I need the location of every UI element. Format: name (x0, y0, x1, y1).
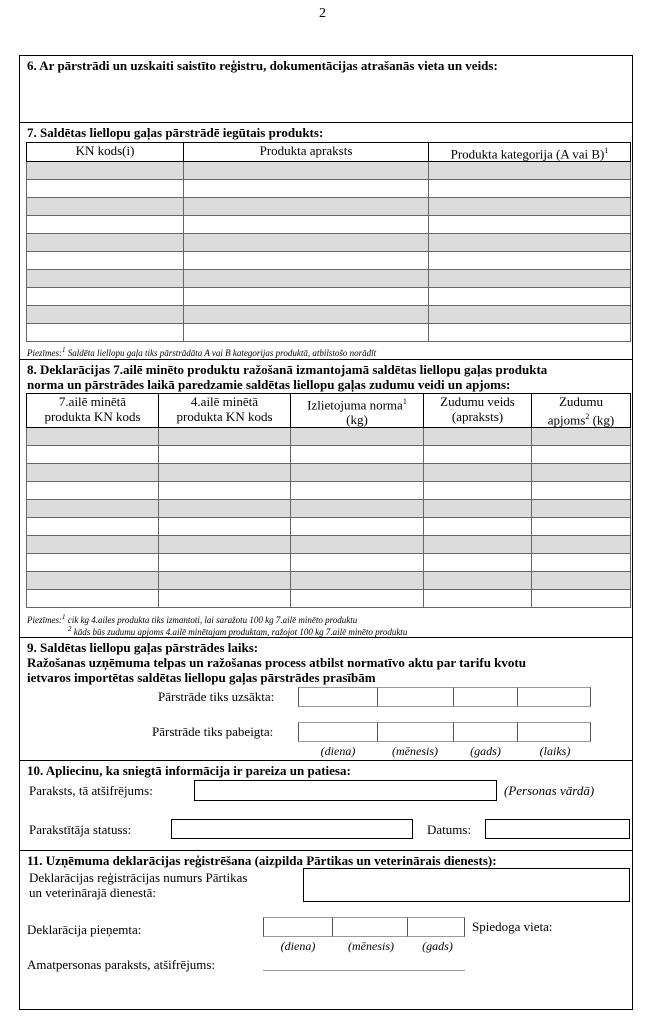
table-row (27, 252, 631, 270)
caption-time: (laiks) (539, 744, 571, 758)
header-line: 4.ailē minētā (190, 394, 259, 409)
section-9 (20, 638, 632, 761)
footnote-text: Saldēta liellopu gaļa tiks pārstrādāta A vai B kategorijas produktā, atbilstošo norādīt (65, 348, 377, 358)
processing-start-label: Pārstrāde tiks uzsākta: (158, 689, 275, 704)
caption-year: (gads) (470, 744, 501, 758)
registration-number-label-line2: un veterinārajā dienestā: (29, 885, 157, 900)
header-line: Zudumu veids (440, 394, 515, 409)
header-line: Izlietojuma norma (307, 397, 403, 413)
signature-field[interactable] (194, 780, 497, 801)
person-name-caption: (Personas vārdā) (504, 783, 595, 798)
column-header-usage-norm (291, 394, 424, 428)
registration-number-label (29, 870, 247, 900)
header-line: 7.ailē minētā (58, 394, 127, 409)
date-label: Datums: (427, 822, 472, 837)
column-header-product-category-label: Produkta kategorija (A vai B) (450, 146, 605, 162)
section-8-title-line1: 8. Deklarācijas 7.ailē minēto produktu ražošanā izmantojamā saldētas liellopu gaļas produkta (27, 362, 548, 377)
section-10-title: 10. Apliecinu, ka sniegtā informācija ir pareiza un patiesa: (27, 763, 351, 778)
signature-label: Paraksts, tā atšifrējums: (29, 783, 153, 798)
official-signature-field[interactable] (263, 953, 465, 971)
start-time-field[interactable] (518, 687, 591, 707)
table-row (27, 180, 631, 198)
start-month-field[interactable] (378, 687, 453, 707)
table-row (27, 306, 631, 324)
accepted-year-field[interactable] (408, 917, 465, 937)
header-line: produkta KN kods (44, 409, 141, 424)
registration-number-field[interactable] (303, 868, 630, 902)
footnote-marker: 2 (68, 625, 72, 633)
date-field[interactable] (485, 819, 630, 839)
header-line: apjoms (547, 412, 586, 428)
table-row (27, 270, 631, 288)
column-header-loss-type (424, 394, 532, 428)
section-8 (20, 360, 632, 638)
norms-table (26, 393, 631, 608)
footnote-marker: 1 (62, 346, 66, 354)
table-row (27, 554, 631, 572)
page-number: 2 (319, 6, 326, 21)
header-line: produkta KN kods (176, 409, 273, 424)
table-row (27, 216, 631, 234)
caption-year: (gads) (422, 939, 453, 953)
column-header-output-kn-code (27, 394, 159, 428)
table-row (27, 500, 631, 518)
accepted-day-field[interactable] (263, 917, 333, 937)
section-9-title-text: 9. Saldētas liellopu gaļas pārstrādes laiks: (27, 640, 259, 655)
end-month-field[interactable] (378, 722, 453, 742)
end-time-field[interactable] (518, 722, 591, 742)
section-10 (20, 761, 632, 851)
section-6-title: 6. Ar pārstrādi un uzskaiti saistīto reģistru, dokumentācijas atrašanās vieta un veids: (27, 58, 498, 73)
caption-day: (diena) (280, 939, 316, 953)
start-year-field[interactable] (453, 687, 518, 707)
footnote-marker: 1 (604, 146, 609, 155)
column-header-kn-code: KN kods(i) (27, 143, 184, 162)
footnote-marker: 1 (62, 613, 66, 621)
table-row (27, 590, 631, 608)
footnote-text: kāds būs zudumu apjoms 4.ailē minētajam produktam, ražojot 100 kg 7.ailē minēto produktu (71, 627, 408, 637)
section-9-title (27, 640, 526, 685)
table-row (27, 518, 631, 536)
column-header-loss-amount (532, 394, 631, 428)
table-row (27, 324, 631, 342)
footnote-marker: 1 (402, 397, 407, 406)
stamp-place-label: Spiedoga vieta: (472, 919, 553, 934)
section-7-footnote (27, 345, 376, 359)
column-header-product-category (429, 143, 631, 162)
section-7-title: 7. Saldētas liellopu gaļas pārstrādē iegūtais produkts: (27, 125, 324, 140)
end-day-field[interactable] (298, 722, 378, 742)
footnote-prefix: Piezīmes: (27, 348, 62, 358)
table-row (27, 572, 631, 590)
section-9-statement-line2: ietvaros importētas saldētas liellopu gaļas pārstrādes prasībām (27, 670, 376, 685)
section-8-footnote-2 (68, 624, 407, 638)
end-year-field[interactable] (453, 722, 518, 742)
footnote-marker: 2 (585, 412, 590, 421)
products-table (26, 142, 631, 342)
header-line: Zudumu (558, 394, 604, 409)
caption-month: (mēnesis) (348, 939, 394, 953)
section-9-statement-line1: Ražošanas uzņēmuma telpas un ražošanas process atbilst normatīvo aktu par tarifu kvotu (27, 655, 526, 670)
section-6 (20, 56, 632, 123)
header-line: (apraksts) (451, 409, 504, 424)
caption-month: (mēnesis) (392, 744, 438, 758)
table-row (27, 482, 631, 500)
table-row (27, 288, 631, 306)
accepted-month-field[interactable] (333, 917, 408, 937)
table-row (27, 198, 631, 216)
table-row (27, 428, 631, 446)
section-8-title (27, 362, 547, 392)
signatory-status-label: Parakstītāja statuss: (29, 822, 132, 837)
processing-end-label: Pārstrāde tiks pabeigta: (152, 724, 274, 739)
registration-number-label-line1: Deklarācijas reģistrācijas numurs Pārtikas (29, 870, 248, 885)
column-header-input-kn-code (159, 394, 291, 428)
header-line: (kg) (346, 412, 368, 428)
start-day-field[interactable] (298, 687, 378, 707)
table-row (27, 234, 631, 252)
column-header-product-description: Produkta apraksts (184, 143, 429, 162)
section-7 (20, 123, 632, 360)
table-row (27, 536, 631, 554)
table-row (27, 446, 631, 464)
declaration-accepted-label: Deklarācija pieņemta: (27, 922, 142, 937)
header-line: (kg) (589, 412, 615, 428)
caption-day: (diena) (320, 744, 356, 758)
signatory-status-field[interactable] (171, 819, 413, 839)
table-row (27, 464, 631, 482)
footnote-text: cik kg 4.ailes produkta tiks izmantoti, lai saražotu 100 kg 7.ailē minēto produktu (65, 615, 358, 625)
official-signature-label: Amatpersonas paraksts, atšifrējums: (27, 957, 216, 972)
form-frame (19, 55, 633, 1010)
section-11-title: 11. Uzņēmuma deklarācijas reģistrēšana (aizpilda Pārtikas un veterinārais dienests): (27, 853, 497, 868)
table-row (27, 162, 631, 180)
footnote-prefix: Piezīmes: (27, 615, 62, 625)
section-11 (20, 851, 632, 1009)
section-8-title-line2: norma un pārstrādes laikā paredzamie saldētas liellopu gaļas zudumu veidi un apjoms: (27, 377, 511, 392)
